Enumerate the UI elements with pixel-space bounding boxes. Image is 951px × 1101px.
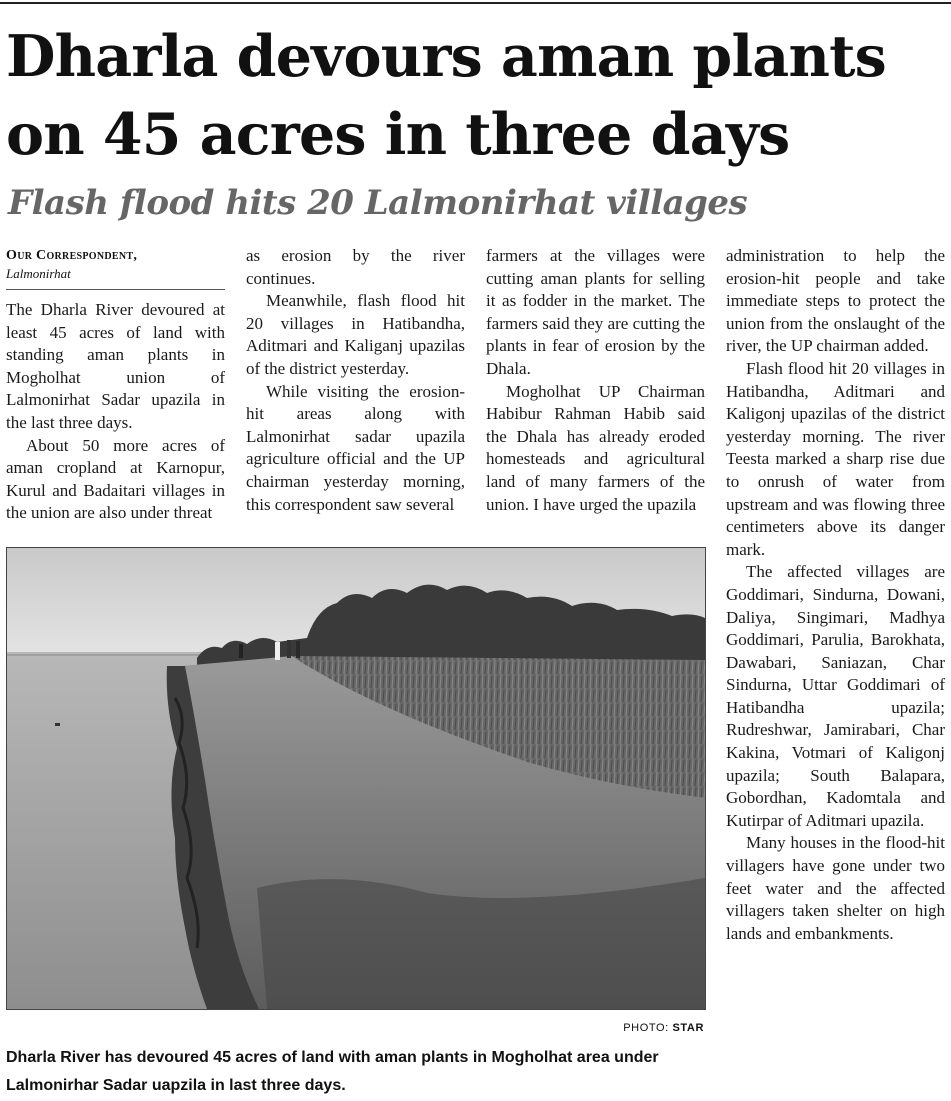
dateline: Lalmonirhat	[6, 266, 71, 281]
article-paragraph: farmers at the villages were cutting aman plants for selling it as fodder in the market. The farmers said they are cutting the plants in fear of erosion by the Dhala.	[486, 246, 705, 378]
headline-line-2: on 45 acres in three days	[6, 101, 790, 168]
article-paragraph: Flash flood hit 20 villages in Hatibandha, Aditmari and Kaligonj upazilas of the district yesterday morning. The river Teesta marked a sharp rise due to onrush of water from upstream and was flowing three centimeters above its danger mark.	[726, 358, 945, 559]
photo-credit-source: STAR	[672, 1022, 704, 1034]
article-column-1	[6, 299, 225, 533]
article-paragraph: as erosion by the river continues.	[246, 246, 465, 288]
article-paragraph: administration to help the erosion-hit people and take immediate steps to protect the union from the onslaught of the river, the UP chairman added.	[726, 246, 945, 356]
news-photo	[6, 547, 706, 1010]
article-paragraph: While visiting the erosion-hit areas along with Lalmonirhat sadar upazila agriculture official and the UP chairman yesterday morning, this correspondent saw several	[246, 381, 465, 514]
byline-name: Our Correspondent,	[6, 248, 138, 263]
article-column-2	[246, 245, 465, 533]
headline	[6, 18, 946, 174]
byline	[6, 246, 226, 282]
article-paragraph: The Dharla River devoured at least 45 acres of land with standing aman plants in Mogholhat union of Lalmonirhat Sadar upazila in the last three days.	[6, 300, 225, 432]
article-paragraph: Mogholhat UP Chairman Habibur Rahman Habib said the Dhala has already eroded homesteads and agricultural land of many farmers of the union. I have urged the upazila	[486, 381, 705, 514]
article-paragraph: Meanwhile, flash flood hit 20 villages in Hatibandha, Aditmari and Kaliganj upazilas of the district yesterday.	[246, 291, 465, 378]
top-rule	[0, 2, 951, 4]
photo-credit-label: PHOTO:	[623, 1022, 669, 1034]
article-column-4	[726, 245, 945, 1097]
article-column-3	[486, 245, 705, 533]
byline-rule	[6, 289, 225, 290]
article-paragraph: The affected villages are Goddimari, Sindurna, Dowani, Daliya, Singimari, Madhya Goddimari, Parulia, Barokhata, Dawabari, Saniazan, Char Sindurna, Uttar Goddimari of Hatibandha upazila; Rudreshwar, Jamirabari, Char Kakina, Votmari of Kaligonj upazila; South Balapara, Gobordhan, Kadomtala and Kutirpar of Aditmari upazila.	[726, 562, 945, 830]
article-paragraph: About 50 more acres of aman cropland at Karnopur, Kurul and Badaitari villages in the union are also under threat	[6, 435, 225, 523]
photo-credit	[560, 1022, 704, 1034]
article-paragraph: Many houses in the flood-hit villagers have gone under two feet water and the affected villagers taken shelter on high lands and embankments.	[726, 833, 945, 943]
headline-line-1: Dharla devours aman plants	[6, 23, 886, 90]
subheadline: Flash flood hits 20 Lalmonirhat villages	[8, 183, 748, 223]
photo-caption: Dharla River has devoured 45 acres of land with aman plants in Mogholhat area under Lalmonirhar Sadar uapzila in last three days.	[6, 1049, 659, 1094]
